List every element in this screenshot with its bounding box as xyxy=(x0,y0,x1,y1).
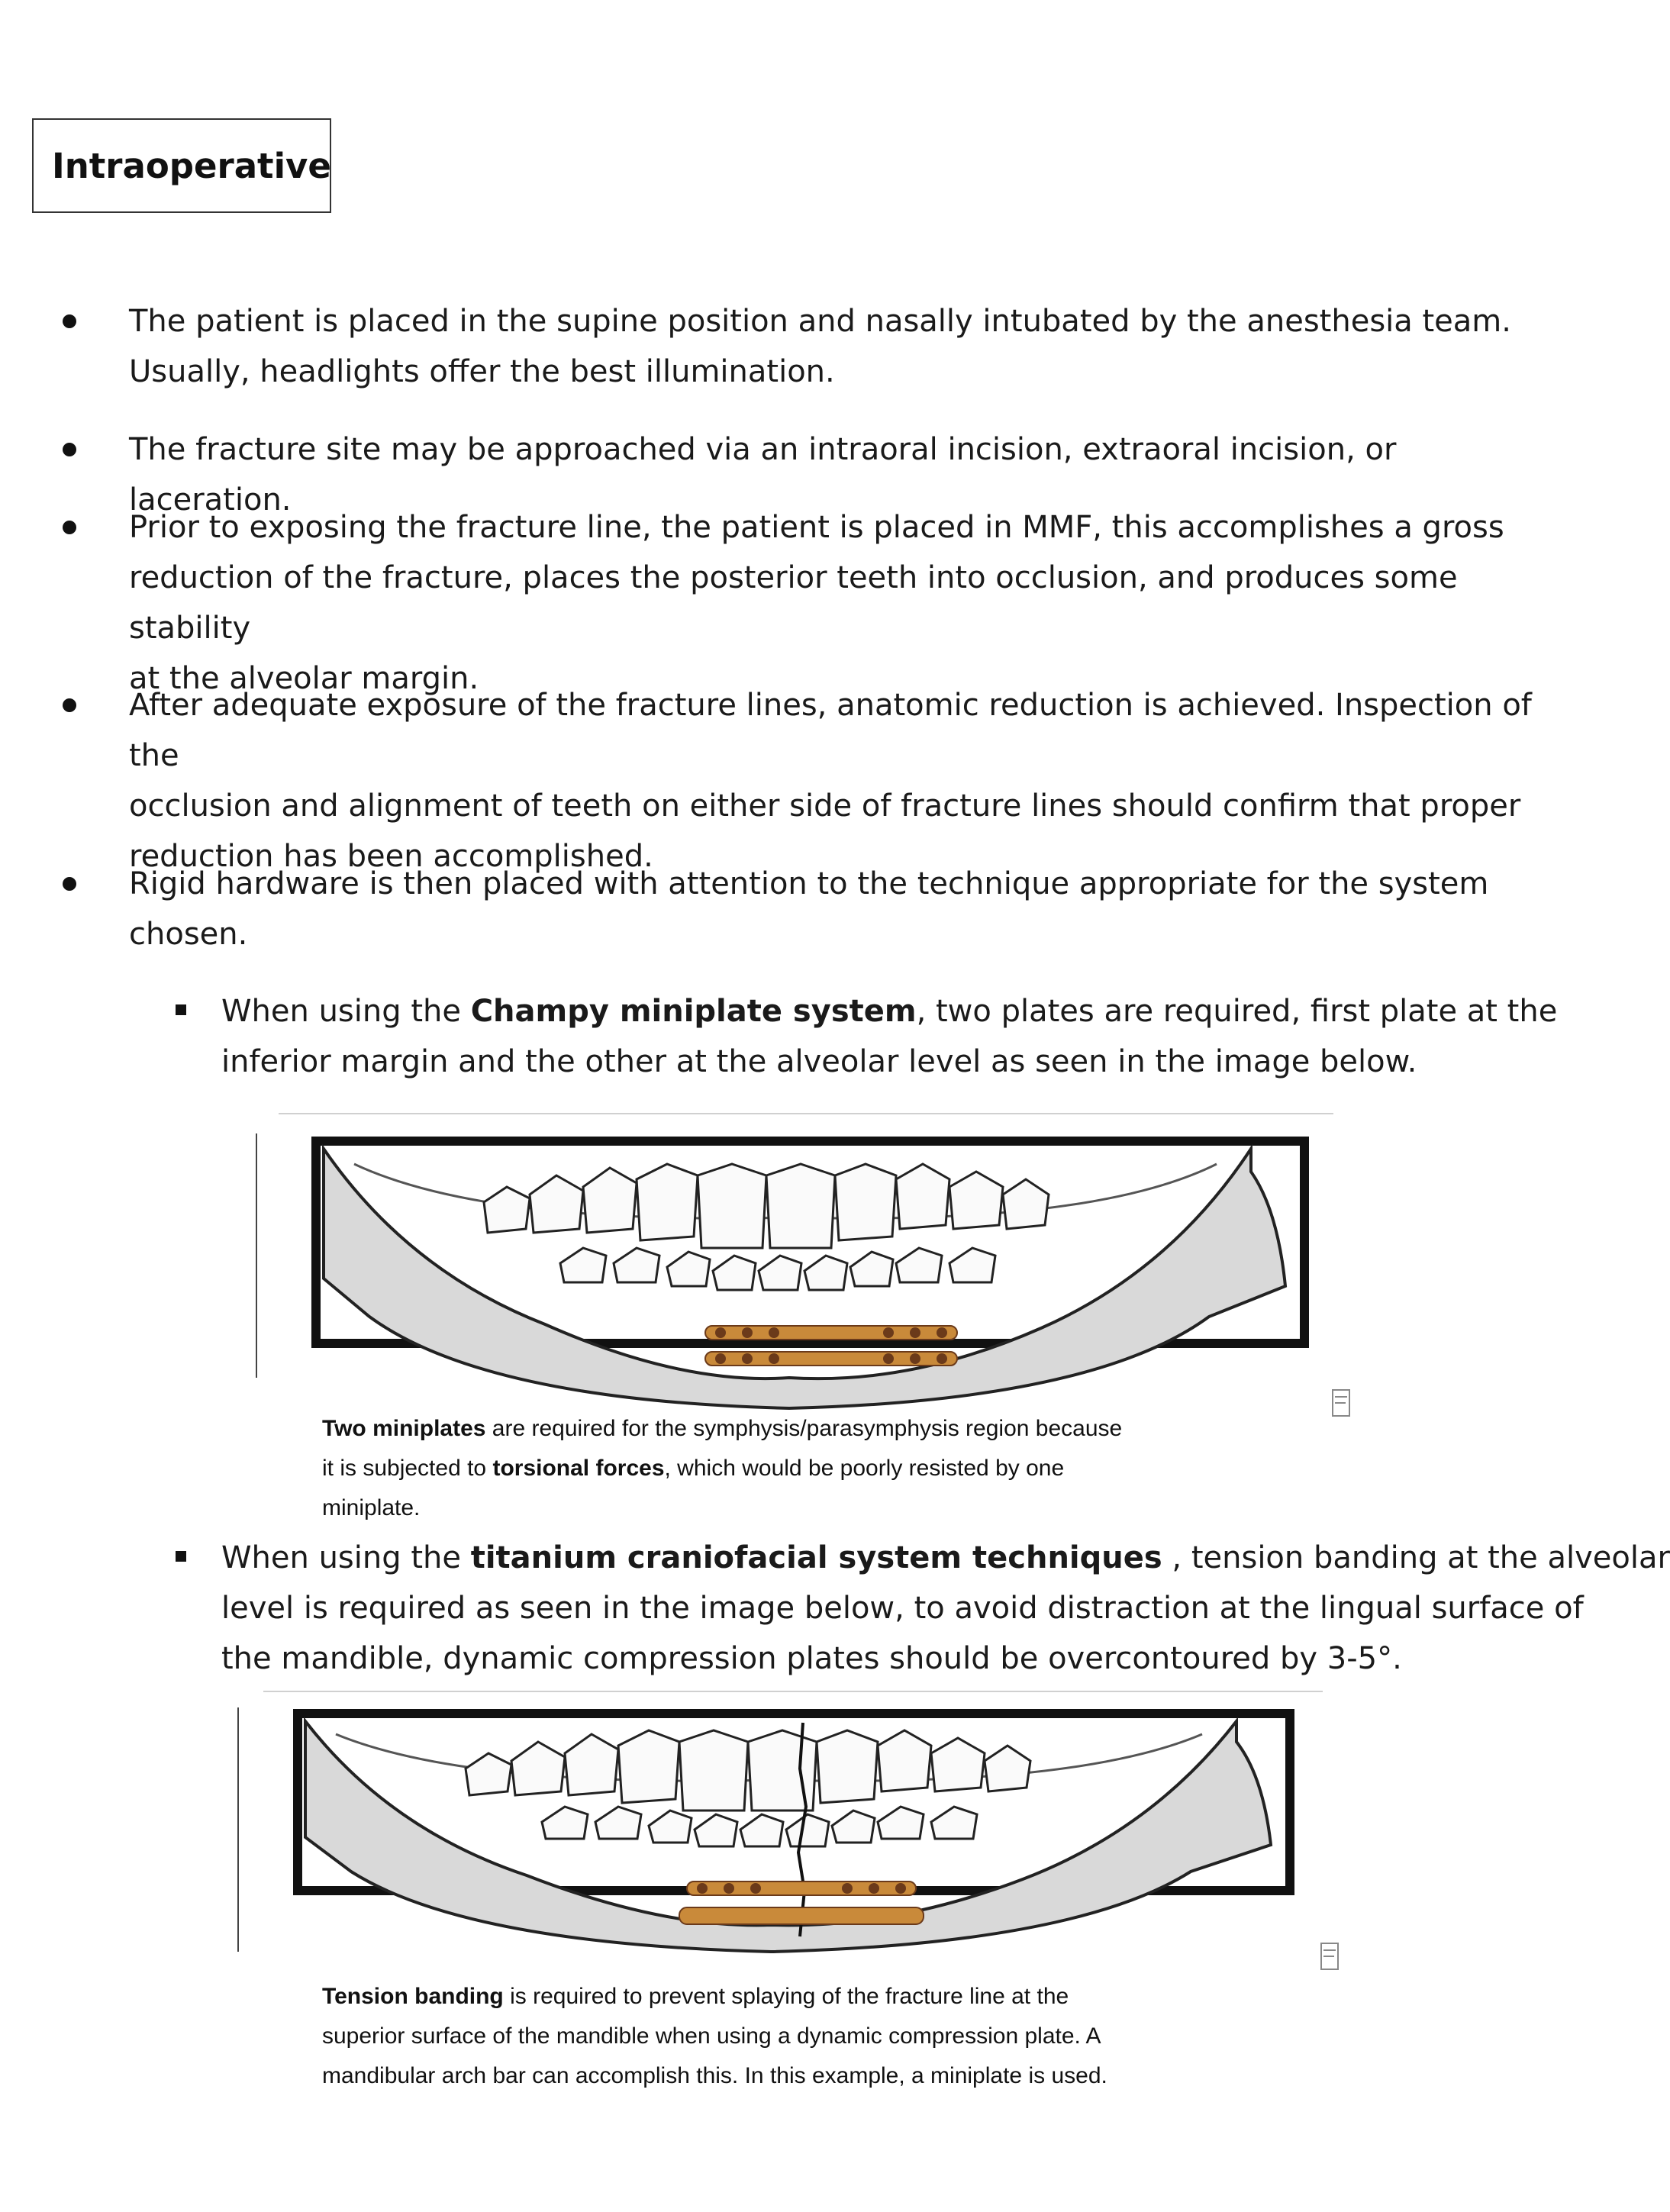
bullet-item xyxy=(63,859,1536,959)
miniplate-upper xyxy=(705,1326,957,1340)
sub-bullet-line: inferior margin and the other at the alveolar level as seen in the image below. xyxy=(221,1044,1417,1079)
bullet-line: The fracture site may be approached via an intraoral incision, extraoral incision, or laceration. xyxy=(129,432,1397,518)
sub-bullet-line: the mandible, dynamic compression plates should be overcontoured by 3-5°. xyxy=(221,1641,1402,1676)
figure-caption: Two miniplates are required for the symphysis/parasymphysis region because it is subjected to torsional forces, which would be poorly resisted by one miniplate. xyxy=(322,1416,1123,1520)
sub-bullet-line: level is required as seen in the image below, to avoid distraction at the lingual surface of xyxy=(221,1591,1584,1626)
teeth-row xyxy=(484,1164,1049,1290)
square-bullet-icon xyxy=(176,1551,186,1562)
document-icon xyxy=(1332,1389,1350,1420)
divider xyxy=(279,1113,1333,1114)
bullet-line: After adequate exposure of the fracture lines, anatomic reduction is achieved. Inspection of the xyxy=(129,688,1532,773)
bullet-line: The patient is placed in the supine position and nasally intubated by the anesthesia team. xyxy=(129,304,1511,339)
compression-plate xyxy=(679,1907,924,1924)
bullet-dot-icon xyxy=(63,314,76,328)
section-heading-box xyxy=(32,118,331,213)
bullet-item xyxy=(63,680,1536,874)
sub-bullet-line: When using the Champy miniplate system, two plates are required, first plate at the xyxy=(221,994,1558,1029)
bullet-line: reduction of the fracture, places the posterior teeth into occlusion, and produces some stability xyxy=(129,560,1458,646)
bullet-line: Rigid hardware is then placed with attention to the technique appropriate for the system xyxy=(129,866,1489,901)
section-heading: Intraoperative xyxy=(52,146,331,186)
divider xyxy=(263,1691,1323,1692)
sub-bullet-line: When using the titanium craniofacial system techniques , tension banding at the alveolar xyxy=(221,1540,1670,1575)
sub-bullet-item xyxy=(176,1533,1670,1684)
bullet-item xyxy=(63,502,1536,696)
sub-bullet-item xyxy=(176,986,1558,1087)
bullet-line: Usually, headlights offer the best illumination. xyxy=(129,354,835,389)
teeth-row xyxy=(466,1730,1030,1846)
bold-term: titanium craniofacial system techniques xyxy=(470,1540,1162,1575)
bold-term: Champy miniplate system xyxy=(470,994,917,1029)
bullet-dot-icon xyxy=(63,877,76,891)
bullet-item xyxy=(63,424,1536,518)
bullet-line: occlusion and alignment of teeth on either side of fracture lines should confirm that proper xyxy=(129,788,1521,824)
bullet-line: chosen. xyxy=(129,917,248,952)
bullet-dot-icon xyxy=(63,521,76,534)
miniplate-tension-band xyxy=(687,1881,916,1895)
bullet-line: at the alveolar margin. xyxy=(129,661,479,696)
bullet-dot-icon xyxy=(63,443,76,456)
document-icon xyxy=(1320,1943,1339,1973)
bullet-dot-icon xyxy=(63,698,76,712)
bullet-item xyxy=(63,296,1536,397)
bullet-line: reduction has been accomplished. xyxy=(129,839,653,874)
figure-caption: Tension banding is required to prevent splaying of the fracture line at the superior surface of the mandible when using a dynamic compression plate. A mandibular arch bar can accomplish this. In this example, a miniplate is used. xyxy=(322,1984,1107,2088)
square-bullet-icon xyxy=(176,1004,186,1015)
bullet-line: Prior to exposing the fracture line, the patient is placed in MMF, this accomplishes a gross xyxy=(129,510,1504,545)
miniplate-lower xyxy=(705,1352,957,1366)
